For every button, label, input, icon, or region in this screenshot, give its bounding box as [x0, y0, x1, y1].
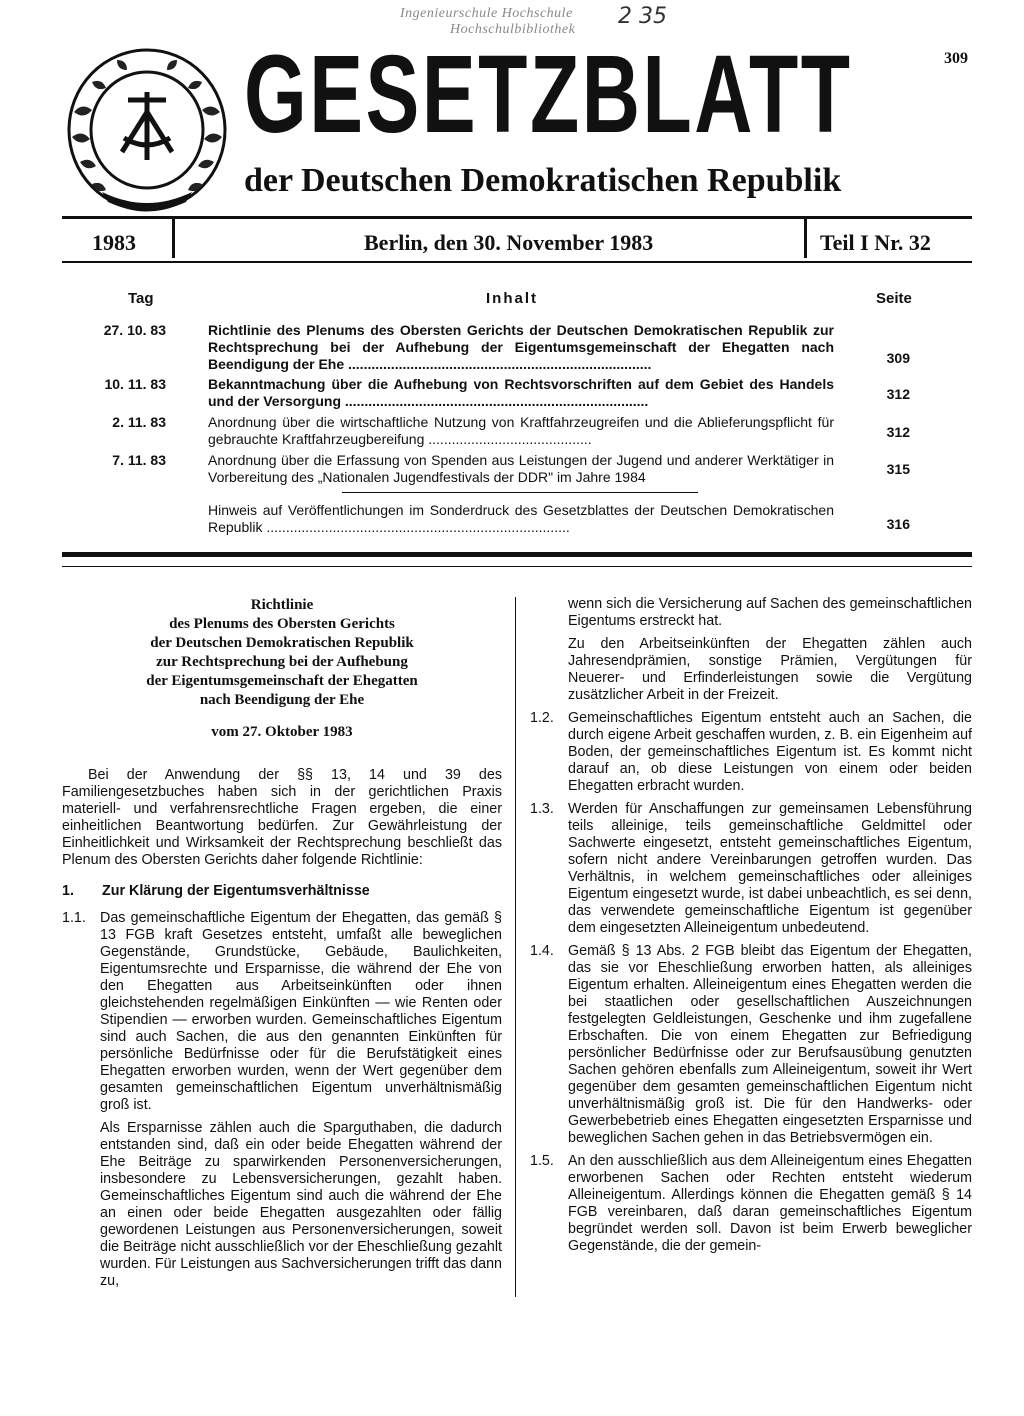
- toc-entry-page: 315: [886, 461, 910, 477]
- toc-entry-title: Anordnung über die wirtschaftliche Nutzung von Kraftfahrzeugreifen und die Ablieferungspflicht für gebrauchte Kraftfahrzeugbereifung ..........................................: [208, 414, 834, 447]
- paragraph-continuation: wenn sich die Versicherung auf Sachen des gemeinschaftlichen Eigentums erstreckt hat.: [568, 596, 972, 629]
- toc-entry-title: Bekanntmachung über die Aufhebung von Rechtsvorschriften auf dem Gebiet des Handels und der Versorgung ..............................................................................: [208, 376, 834, 409]
- article-title-line: Richtlinie: [250, 597, 314, 613]
- article-title-line: nach Beendigung der Ehe: [199, 692, 365, 708]
- numbered-paragraph: [530, 1153, 972, 1255]
- handwritten-mark: 2 35: [618, 4, 667, 29]
- section-title: Zur Klärung der Eigentumsverhältnisse: [102, 883, 370, 899]
- section-number: 1.: [62, 883, 74, 899]
- paragraph-number: 1.1.: [62, 910, 86, 926]
- divider: [804, 216, 807, 258]
- preamble-paragraph: Bei der Anwendung der §§ 13, 14 und 39 des Familiengesetzbuches haben sich in der gerichtlichen Praxis materiell- und verfahrensrechtliche Fragen ergeben, die einer einheitlichen Beantwortung bedürfen. Zur Gewährleistung der Einheitlichkeit und Wirksamkeit der Rechtsprechung beschließt das Plenum des Obersten Gerichts daher folgende Richtlinie:: [62, 767, 502, 868]
- page-number: 309: [944, 50, 968, 67]
- stamp-line-2: Hochschulbibliothek: [450, 22, 576, 37]
- toc-entry-title: Hinweis auf Veröffentlichungen im Sonderdruck des Gesetzblattes der Deutschen Demokratischen Republik ..............................................................................: [208, 502, 834, 535]
- article-title-line: des Plenums des Obersten Gerichts: [169, 616, 395, 632]
- toc-entry-date: 2. 11. 83: [112, 414, 166, 430]
- toc-entry-title: Anordnung über die Erfassung von Spenden aus Leistungen der Jugend und anderer Werktätiger in Vorbereitung des „Nationalen Jugendfestivals der DDR" im Jahre 1984: [208, 452, 834, 485]
- article-title-line: der Deutschen Demokratischen Republik: [150, 635, 414, 651]
- paragraph-text: Werden für Anschaffungen zur gemeinsamen Lebensführung teils alleinige, teils gemeinschaftliche Geldmittel oder Sachwerte eingesetzt, entsteht gemeinschaftliches Eigentum, sofern nicht andere Vereinbarungen getroffen wurden. Das Verhältnis, in welchem gemeinschaftliches oder alleiniges Eigentum eingesetzt wurde, ist dabei unbeachtlich, es sei denn, das verwendete gemeinschaftliche Eigentum ist gegenüber dem eingesetzten Alleineigentum unbedeutend.: [568, 801, 972, 936]
- left-column: [62, 596, 502, 1296]
- paragraph-continuation: Als Ersparnisse zählen auch die Sparguthaben, die dadurch entstanden sind, daß ein oder beide Ehegatten während der Ehe Beiträge zu sparwirkenden Personenversicherungen, insbesondere zu Lebensversicherungen, gezahlt haben. Gemeinschaftliches Eigentum sind auch die während der Ehe an einen oder beide Ehegatten ausgezahlten oder fällig gewordenen Leistungen aus Personenversicherungen, soweit die Beiträge nicht ausschließlich vor der Eheschließung gezahlt wurden. Für Leistungen aus Sachversicherungen trifft das dann zu,: [100, 1120, 502, 1289]
- toc-entry-page: 316: [886, 516, 910, 532]
- numbered-paragraph: [62, 910, 502, 1114]
- state-emblem-icon: [62, 42, 232, 212]
- column-divider: [515, 597, 516, 1297]
- toc-entry-date: 7. 11. 83: [112, 452, 166, 468]
- issue-bar: [62, 216, 972, 263]
- section-divider-thin: [62, 566, 972, 567]
- toc-entry-date: 10. 11. 83: [104, 376, 166, 392]
- paragraph-continuation: Zu den Arbeitseinkünften der Ehegatten zählen auch Jahresendprämien, sonstige Prämien, Vergütungen für Neuerer- und Erfinderleistungen sowie die Vergütung zusätzlicher Arbeit in der Freizeit.: [568, 636, 972, 703]
- stamp-line-1: Ingenieurschule Hochschule: [400, 6, 573, 21]
- article-title: [62, 596, 502, 710]
- masthead-title: GESETZBLATT: [244, 33, 853, 157]
- masthead-subtitle: der Deutschen Demokratischen Republik: [244, 162, 842, 199]
- issue-number: Teil I Nr. 32: [820, 230, 931, 255]
- section-divider-thick: [62, 552, 972, 557]
- numbered-paragraph: [530, 710, 972, 795]
- toc-entry-date: 27. 10. 83: [103, 322, 166, 338]
- toc-entry-page: 312: [886, 386, 910, 402]
- paragraph-number: 1.4.: [530, 943, 554, 959]
- right-column: [530, 596, 972, 1261]
- paragraph-number: 1.3.: [530, 801, 554, 817]
- toc-header-date: Tag: [128, 290, 154, 307]
- paragraph-text: An den ausschließlich aus dem Alleineigentum eines Ehegatten erworbenen Sachen oder Rechten entsteht wiederum Alleineigentum. Allerdings können die Ehegatten gemäß § 14 FGB vereinbaren, daß daran gemeinschaftliches Eigentum begründet werden soll. Davon ist beim Erwerb beweglicher Gegenstände, die der gemein-: [568, 1153, 972, 1254]
- numbered-paragraph: [530, 801, 972, 937]
- toc-header-page: Seite: [876, 290, 912, 307]
- article-title-line: der Eigentumsgemeinschaft der Ehegatten: [146, 673, 418, 689]
- toc-entry-page: 312: [886, 424, 910, 440]
- issue-date: Berlin, den 30. November 1983: [364, 230, 654, 255]
- paragraph-number: 1.2.: [530, 710, 554, 726]
- paragraph-number: 1.5.: [530, 1153, 554, 1169]
- divider: [172, 216, 175, 258]
- toc-entry-title: Richtlinie des Plenums des Obersten Gerichts der Deutschen Demokratischen Republik zur Rechtsprechung bei der Aufhebung der Eigentumsgemeinschaft der Ehegatten nach Beendigung der Ehe ..............................................................................: [208, 322, 834, 372]
- section-heading: [62, 883, 502, 900]
- issue-year: 1983: [92, 230, 136, 255]
- numbered-paragraph: [530, 943, 972, 1147]
- article-date: vom 27. Oktober 1983: [211, 724, 353, 740]
- paragraph-text: Gemäß § 13 Abs. 2 FGB bleibt das Eigentum der Ehegatten, das sie vor Eheschließung erworben hatten, als alleiniges Eigentum erhalten. Alleineigentum eines Ehegatten werden die bei staatlichen oder gesellschaftlichen Auszeichnungen festgelegten Geldleistungen, Geschenke und ihm zugefallene Erbschaften. Die von einem Ehegatten zur Befriedigung persönlicher Bedürfnisse oder zur Berufsausübung genutzten Sachen gehören ebenfalls zum Alleineigentum, soweit ihr Wert gegenüber dem gesamten gemeinschaftlichen Eigentum nicht unverhältnismäßig groß ist. Die für den Handwerks- oder Gewerbebetrieb eines Ehegatten eingesetzten Ersparnisse und beweglichen Sachen gehen in das Betriebsvermögen ein.: [568, 943, 972, 1146]
- toc-entry-page: 309: [886, 350, 910, 366]
- article-title-line: zur Rechtsprechung bei der Aufhebung: [156, 654, 408, 670]
- toc-header-content: Inhalt: [486, 290, 538, 307]
- paragraph-text: Das gemeinschaftliche Eigentum der Ehegatten, das gemäß § 13 FGB kraft Gesetzes entsteht, umfaßt alle beweglichen Gegenstände, Grundstücke, Gebäude, Baulichkeiten, Eigentumsrechte und Ersparnisse, die während der Ehe von den Ehegatten aus Arbeitseinkünften oder ihnen gleichstehenden regelmäßigen Einkünften — wie Renten oder Stipendien — erworben wurden. Gemeinschaftliches Eigentum sind auch Sachen, die aus den genannten Einkünften für persönliche Bedürfnisse oder für die Berufstätigkeit eines Ehegatten erworben wurden, wenn der Wert gegenüber dem gesamten gemeinschaftlichen Eigentum unverhältnismäßig groß ist.: [100, 910, 502, 1113]
- toc-divider: [342, 492, 698, 493]
- paragraph-text: Gemeinschaftliches Eigentum entsteht auch an Sachen, die durch eigene Arbeit geschaffen wurden, z. B. ein Eigenheim auf Boden, der gemeinschaftliches Eigentum ist. Es kommt nicht darauf an, ob diese Leistungen von einem oder beiden Ehegatten erbracht wurden.: [568, 710, 972, 794]
